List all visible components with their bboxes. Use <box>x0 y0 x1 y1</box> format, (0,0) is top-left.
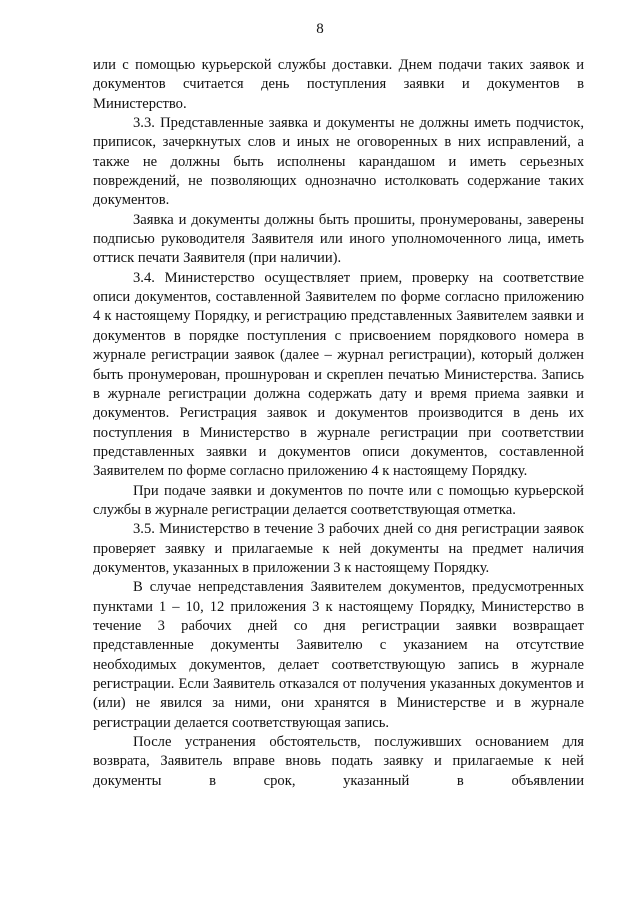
paragraph: При подаче заявки и документов по почте или с помощью курьерской службы в журнале регистрации делается соответствующая отметка. <box>93 482 584 518</box>
page-number: 8 <box>316 21 324 37</box>
paragraph: В случае непредставления Заявителем документов, предусмотренных пунктами 1 – 10, 12 приложения 3 к настоящему Порядку, Министерство в течение 3 рабочих дней со дня регистрации заявки возвращает представленные документы Заявителю с указанием на отсутствие необходимых документов, делает соответствующую запись в журнале регистрации. Если Заявитель отказался от получения указанных документов и (или) не явился за ними, они хранятся в Министерстве и в журнале регистрации делается соответствующая запись. <box>93 579 584 731</box>
paragraph-3-4: 3.4. Министерство осуществляет прием, проверку на соответствие описи документов, составленной Заявителем по форме согласно приложению 4 к настоящему Порядку, и регистрацию представленных Заявителем заявки и документов в порядке поступления с присвоением порядкового номера в журнале регистрации заявок (далее – журнал регистрации), который должен быть пронумерован, прошнурован и скреплен печатью Министерства. Запись в журнале регистрации должна содержать дату и время приема заявки и документов. Регистрация заявок и документов производится в день их поступления в Министерство в журнале регистрации при соответствии представленных заявки и документов описи документов, составленной Заявителем по форме согласно приложению 4 к настоящему Порядку. <box>93 269 584 480</box>
paragraph: Заявка и документы должны быть прошиты, пронумерованы, заверены подписью руководителя Заявителя или иного уполномоченного лица, иметь оттиск печати Заявителя (при наличии). <box>93 211 584 267</box>
paragraph-3-3: 3.3. Представленные заявка и документы не должны иметь подчисток, приписок, зачеркнутых слов и иных не оговоренных в них исправлений, а также не должны быть исполнены карандашом и иметь серьезных повреждений, не позволяющих однозначно истолковать содержание таких документов. <box>93 115 584 209</box>
paragraph-3-5: 3.5. Министерство в течение 3 рабочих дней со дня регистрации заявок проверяет заявку и прилагаемые к ней документы на предмет наличия документов, указанных в приложении 3 к настоящему Порядку. <box>93 521 584 576</box>
document-body <box>93 56 584 791</box>
paragraph-last: После устранения обстоятельств, послуживших основанием для возврата, Заявитель вправе вновь подать заявку и прилагаемые к ней документы в срок, указанный в объявлении <box>93 734 584 789</box>
paragraph: или с помощью курьерской службы доставки. Днем подачи таких заявок и документов считается день поступления заявки и документов в Министерство. <box>93 57 584 112</box>
